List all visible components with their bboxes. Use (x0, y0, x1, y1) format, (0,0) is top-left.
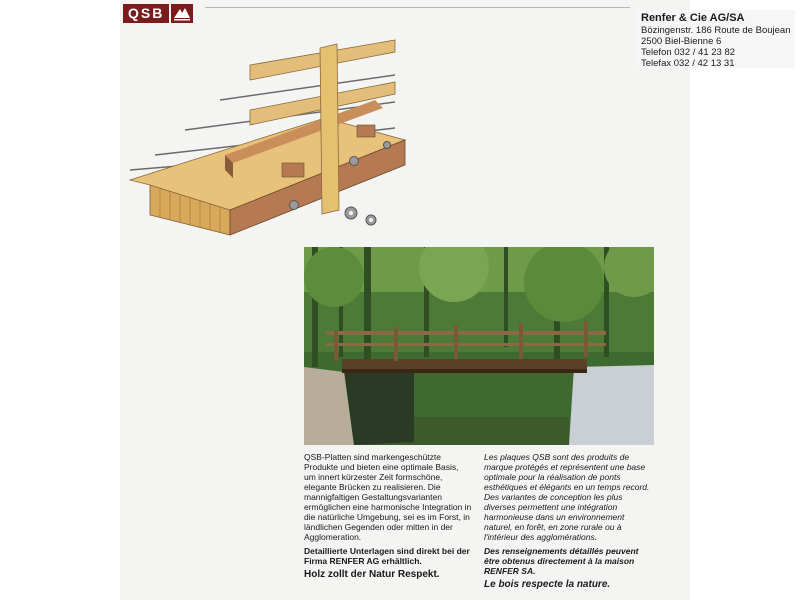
phone: Telefon 032 / 41 23 82 (641, 47, 736, 58)
body-text-fr: Les plaques QSB sont des produits de marque protégés et représentent une base optimale pour la réalisation de ponts esthétiques et élégants en un temps record. Des variantes de conception les plus diverses permettent une intégration harmonieuse dans un environnement naturel, en forêt, en zone rurale ou à l'intérieur des agglomérations. (484, 452, 650, 542)
body-text-de: QSB-Platten sind markengeschützte Produkte und bieten eine optimale Basis, um innert kürzester Zeit formschöne, elegante Brücken zu realisieren. Die mannigfaltigen Gestaltungsvarianten ermöglichen eine harmonische Integration in die natürliche Umgebung, sei es im Forst, in ländlichen Gegenden oder mitten in der Agglomeration. (304, 452, 472, 542)
bridge-construction-illustration (125, 30, 425, 245)
text-column-french (484, 452, 652, 594)
address-block (637, 10, 795, 68)
slogan-fr: Le bois respecte la nature. (484, 579, 611, 590)
text-column-german (304, 452, 472, 584)
slogan-de: Holz zollt der Natur Respekt. (304, 569, 440, 580)
firm-name: Renfer & Cie AG/SA (641, 12, 745, 24)
contact-text-fr: Des renseignements détaillés peuvent être obtenus directement à la maison RENFER SA. (484, 546, 639, 576)
header-rule (205, 7, 630, 8)
logo-text: QSB (123, 4, 169, 23)
qsb-logo (123, 4, 199, 23)
fax: Telefax 032 / 42 13 31 (641, 58, 735, 69)
city: 2500 Biel-Bienne 6 (641, 36, 722, 47)
contact-text-de: Detaillierte Unterlagen sind direkt bei der Firma RENFER AG erhältlich. (304, 546, 470, 566)
logo-mark-icon (171, 4, 193, 23)
forest-bridge-photo (304, 247, 654, 445)
street: Bözingenstr. 186 Route de Boujean (641, 25, 791, 36)
